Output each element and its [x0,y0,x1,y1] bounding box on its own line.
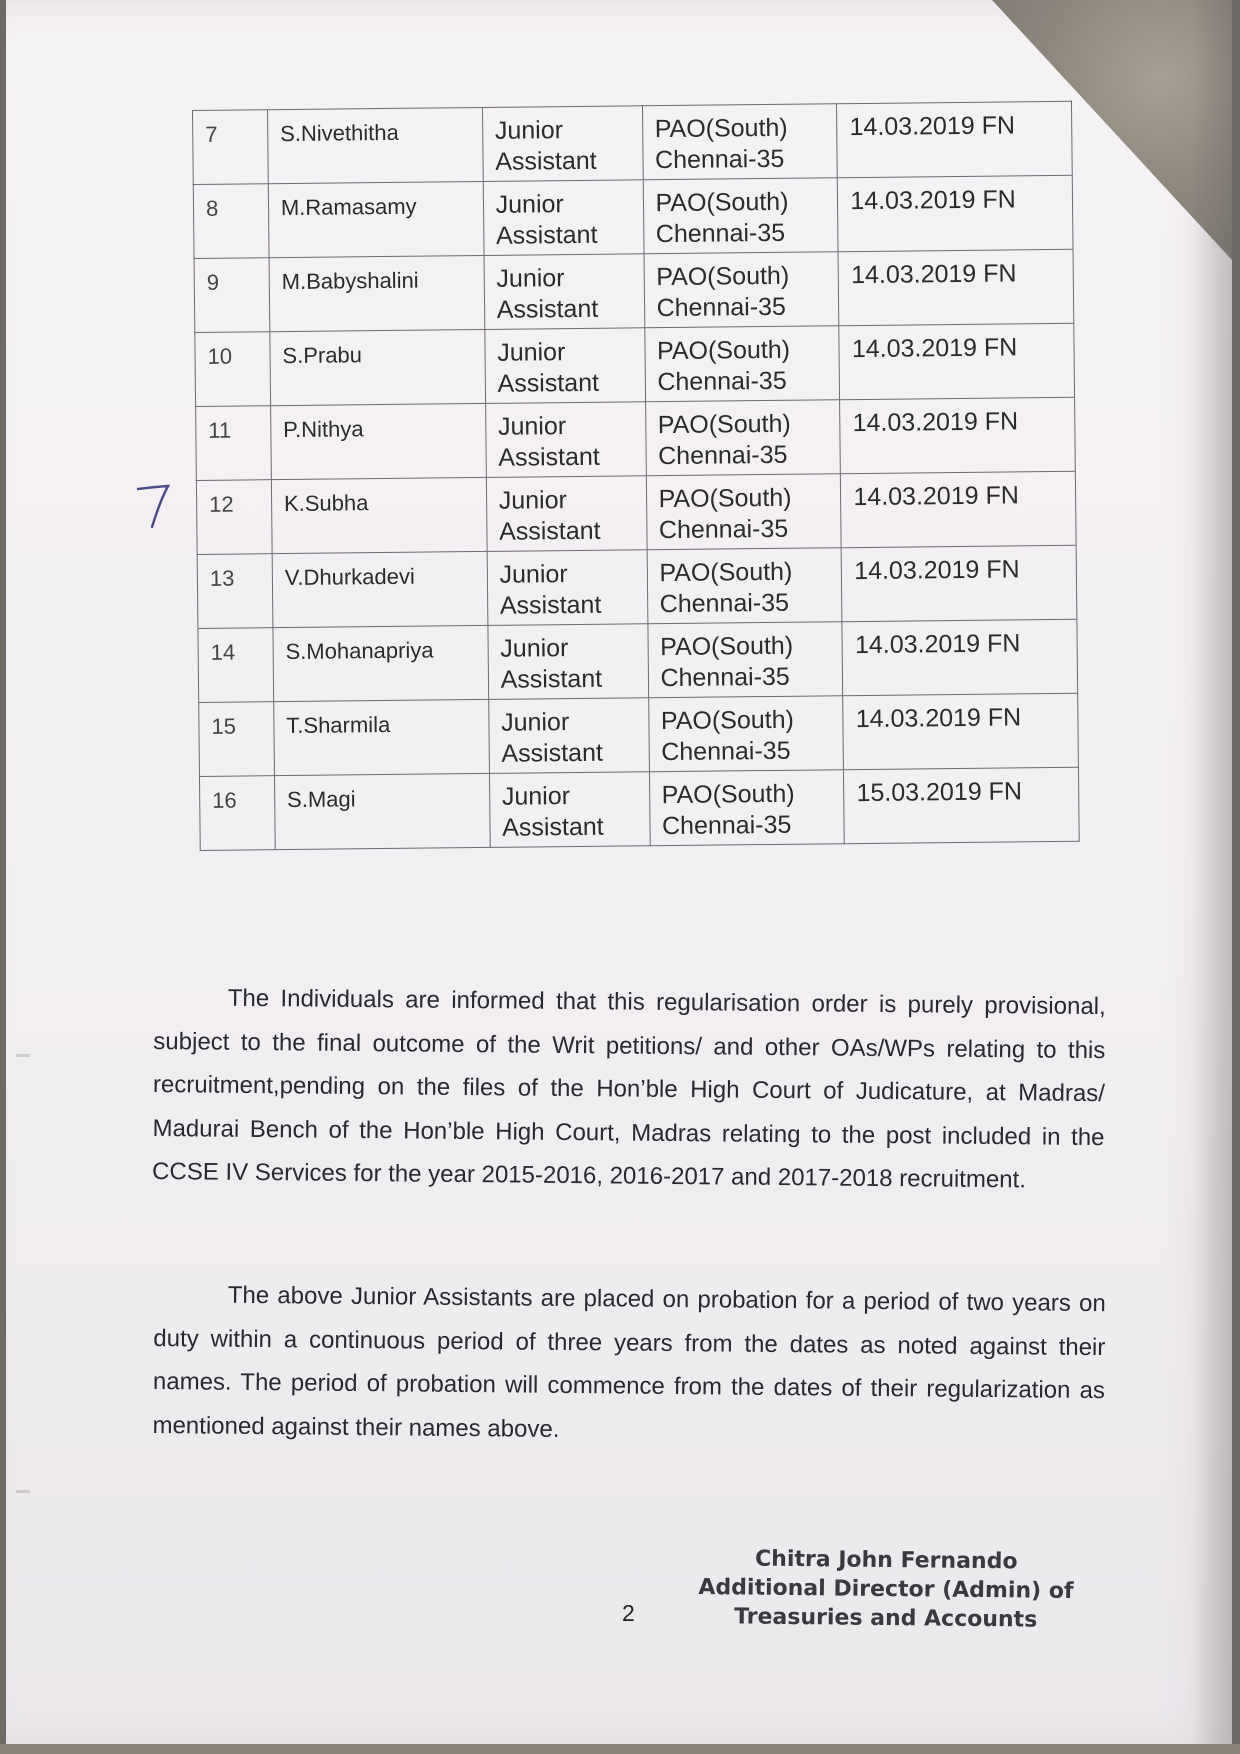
table-row [196,397,1076,480]
office-line: PAO(South) [661,779,795,810]
table-row [199,767,1079,850]
office-cell [644,326,840,402]
office-cell [649,770,845,846]
office-cell [647,622,843,698]
serial-number-cell: 11 [196,406,272,481]
designation-line: Junior [500,634,569,663]
office-line: Chennai-35 [655,218,786,249]
designation-cell [487,550,648,626]
office-cell [644,252,840,328]
designation-line: Assistant [495,220,598,250]
page-shadow [1192,0,1232,1754]
serial-number-cell: 7 [193,110,269,185]
office-line: PAO(South) [654,113,788,144]
office-line: Chennai-35 [654,144,785,175]
table-row [193,175,1073,258]
office-line: PAO(South) [660,631,794,662]
designation-cell [484,254,645,330]
office-line: PAO(South) [656,335,791,366]
designation-line: Assistant [495,146,597,176]
page-bottom-edge [0,1744,1240,1754]
regularisation-date-cell: 14.03.2019 FN [843,693,1078,769]
designation-line: Junior [497,412,567,441]
table-row [199,693,1079,776]
designation-cell [482,106,643,182]
office-line: Chennai-35 [658,440,788,471]
designation-line: Assistant [499,590,602,620]
paper-mark [16,1490,30,1493]
signatory-name: Chitra John Fernando [754,1546,1018,1575]
designation-line: Junior [498,486,568,515]
designation-line: Junior [495,190,564,219]
designation-cell [489,772,650,848]
serial-number-cell: 10 [195,332,271,407]
regularisation-date-cell: 14.03.2019 FN [838,249,1073,325]
employee-name-cell: K.Subha [271,477,487,553]
office-line: Chennai-35 [659,588,790,619]
regularisation-date-cell: 14.03.2019 FN [839,323,1074,399]
table-row [195,323,1075,406]
office-line: Chennai-35 [660,662,790,693]
serial-number-cell: 16 [199,776,275,851]
table-row [196,471,1076,554]
designation-line: Assistant [497,368,600,398]
employee-name-cell: S.Magi [274,773,490,849]
serial-number-cell: 14 [198,628,274,703]
designation-line: Assistant [498,516,601,546]
office-cell [643,178,839,254]
employee-name-cell: S.Mohanapriya [273,625,489,701]
office-line: Chennai-35 [661,810,792,841]
designation-line: Junior [497,338,566,367]
employee-name-cell: P.Nithya [270,403,486,479]
signature-block [696,1544,1077,1635]
employee-name-cell: M.Ramasamy [268,181,484,257]
table-body [193,101,1080,850]
regularisation-date-cell: 15.03.2019 FN [844,767,1079,843]
regularisation-date-cell: 14.03.2019 FN [838,175,1073,251]
office-cell [648,696,844,772]
designation-cell [485,402,646,478]
employee-name-cell: S.Nivethitha [267,107,483,183]
designation-line: Assistant [500,664,603,694]
regularisation-date-cell: 14.03.2019 FN [841,545,1076,621]
page-number: 2 [622,1600,635,1626]
designation-line: Junior [499,560,568,589]
provisional-notice-text: The Individuals are informed that this regularisation order is purely provisional, subject to the final outcome of the Writ petitions/ and other OAs/WPs relating to this recruitment,pending on the files of the Hon’ble High Court of Judicature, at Madras/ Madurai Bench of the Hon’ble High Court, Madras relating to the post included in the CCSE IV Services for the year 2015-2016, 2016-2017 and 2017-2018 recruitment. [151,984,1106,1194]
office-line: PAO(South) [657,409,791,440]
office-cell [646,474,842,550]
office-cell [647,548,843,624]
office-line: PAO(South) [658,483,792,514]
regularisation-table [192,101,1080,851]
office-line: Chennai-35 [661,736,791,767]
provisional-notice-paragraph [152,976,1106,1203]
probation-paragraph [152,1273,1106,1456]
designation-line: Junior [501,782,571,811]
designation-line: Assistant [502,812,604,842]
designation-cell [483,180,644,256]
signatory-title-line1: Additional Director (Admin) of [698,1575,1074,1604]
designation-line: Junior [500,708,570,737]
designation-cell [486,476,647,552]
designation-line: Assistant [501,738,604,768]
designation-cell [484,328,645,404]
regularisation-date-cell: 14.03.2019 FN [842,619,1077,695]
designation-cell [488,624,649,700]
table-row [197,545,1077,628]
signatory-title-line2: Treasuries and Accounts [734,1604,1038,1633]
office-cell [642,104,838,180]
office-line: PAO(South) [656,261,790,292]
regularisation-date-cell: 14.03.2019 FN [840,397,1075,473]
employee-name-cell: S.Prabu [270,329,486,405]
designation-line: Junior [496,264,565,293]
office-cell [645,400,841,476]
serial-number-cell: 13 [197,554,273,629]
designation-line: Junior [494,116,564,145]
employee-name-cell: M.Babyshalini [269,255,485,331]
office-line: PAO(South) [659,557,793,588]
table-row [198,619,1078,702]
office-line: PAO(South) [655,187,789,218]
office-line: Chennai-35 [656,292,787,323]
office-line: Chennai-35 [658,514,789,545]
serial-number-cell: 15 [199,702,275,777]
paper-mark [16,1054,30,1057]
regularisation-date-cell: 14.03.2019 FN [837,101,1072,177]
employee-name-cell: V.Dhurkadevi [272,551,488,627]
designation-line: Assistant [498,442,600,472]
employee-name-cell: T.Sharmila [274,699,490,775]
table-row [194,249,1074,332]
handwritten-margin-mark [134,483,176,531]
document-page [6,0,1232,1754]
designation-line: Assistant [496,294,599,324]
office-line: PAO(South) [660,705,795,736]
serial-number-cell: 8 [193,184,269,259]
serial-number-cell: 9 [194,258,270,333]
serial-number-cell: 12 [196,480,272,555]
office-line: Chennai-35 [657,366,787,397]
designation-cell [488,698,649,774]
table-row [193,101,1073,184]
regularisation-date-cell: 14.03.2019 FN [841,471,1076,547]
probation-text: The above Junior Assistants are placed on probation for a period of two years on duty within a continuous period of three years from the dates as noted against their names. The period of probation will commence from the dates of their regularization as mentioned against their names above. [152,1281,1106,1443]
